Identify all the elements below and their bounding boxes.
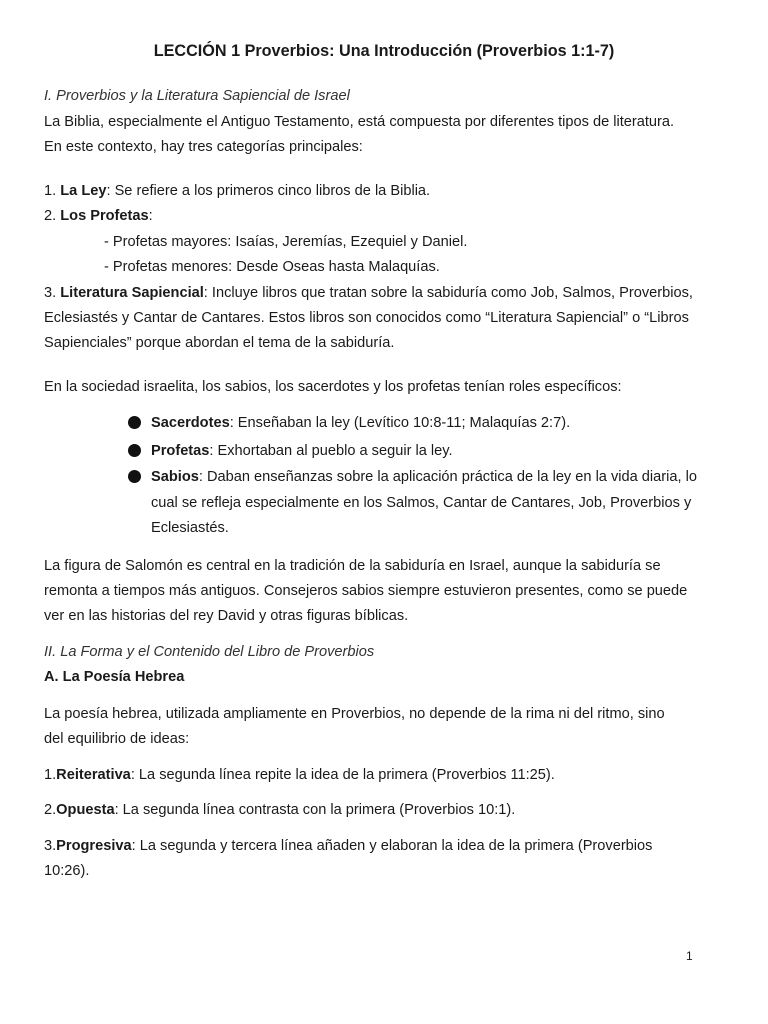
progresiva-cont: 10:26).: [44, 863, 90, 879]
profetas-mayores: - Profetas mayores: Isaías, Jeremías, Ezequiel y Daniel.: [104, 234, 468, 250]
intro-line-2: En este contexto, hay tres categorías principales:: [44, 139, 363, 155]
sabios-cont-2: Eclesiastés.: [151, 520, 229, 536]
section-1-heading: I. Proverbios y la Literatura Sapiencial de Israel: [44, 88, 350, 104]
poesia-intro-1: La poesía hebrea, utilizada ampliamente en Proverbios, no depende de la rima ni del ritmo, sino: [44, 706, 665, 722]
lesson-title: LECCIÓN 1 Proverbios: Una Introducción (Proverbios 1:1-7): [153, 42, 615, 60]
category-label: Literatura Sapiencial: [60, 285, 204, 301]
type-opuesta: 2.Opuesta: La segunda línea contrasta con la primera (Proverbios 10:1).: [44, 802, 516, 818]
sabios-cont-1: cual se refleja especialmente en los Salmos, Cantar de Cantares, Job, Proverbios y: [151, 495, 692, 511]
type-reiterativa: 1.Reiterativa: La segunda línea repite la idea de la primera (Proverbios 11:25).: [44, 767, 555, 783]
page-number: 1: [686, 949, 693, 963]
section-2-heading: II. La Forma y el Contenido del Libro de Proverbios: [44, 644, 375, 660]
role-profetas: Profetas: Exhortaban al pueblo a seguir la ley.: [151, 443, 453, 459]
category-label: La Ley: [60, 183, 107, 199]
solomon-line-3: ver en las historias del rey David y otras figuras bíblicas.: [44, 608, 409, 624]
bullet-icon: [128, 444, 141, 457]
type-progresiva: 3.Progresiva: La segunda y tercera línea añaden y elaboran la idea de la primera (Proverbios: [44, 838, 653, 854]
profetas-menores: - Profetas menores: Desde Oseas hasta Malaquías.: [104, 259, 440, 275]
type-label: Reiterativa: [56, 767, 131, 783]
poesia-intro-2: del equilibrio de ideas:: [44, 731, 190, 747]
roles-intro: En la sociedad israelita, los sabios, los sacerdotes y los profetas tenían roles específicos:: [44, 379, 622, 395]
category-los-profetas: 2. Los Profetas:: [44, 208, 153, 224]
role-sacerdotes: Sacerdotes: Enseñaban la ley (Levítico 10:8-11; Malaquías 2:7).: [151, 415, 571, 431]
solomon-line-1: La figura de Salomón es central en la tradición de la sabiduría en Israel, aunque la sabiduría se: [44, 558, 661, 574]
bullet-icon: [128, 470, 141, 483]
sapiencial-cont-1: Eclesiastés y Cantar de Cantares. Estos libros son conocidos como “Literatura Sapiencial” o “Libros: [44, 310, 689, 326]
category-label: Los Profetas: [60, 208, 149, 224]
type-label: Opuesta: [56, 802, 115, 818]
subheading-poesia-hebrea: A. La Poesía Hebrea: [44, 669, 185, 685]
role-sabios: Sabios: Daban enseñanzas sobre la aplicación práctica de la ley en la vida diaria, lo: [151, 469, 697, 485]
type-label: Progresiva: [56, 838, 132, 854]
intro-line-1: La Biblia, especialmente el Antiguo Testamento, está compuesta por diferentes tipos de literatura.: [44, 114, 675, 130]
sapiencial-cont-2: Sapienciales” porque abordan el tema de la sabiduría.: [44, 335, 395, 351]
category-literatura-sapiencial: 3. Literatura Sapiencial: Incluye libros que tratan sobre la sabiduría como Job, Salmos, Proverbios,: [44, 285, 693, 301]
bullet-icon: [128, 416, 141, 429]
role-label: Sacerdotes: [151, 415, 230, 431]
role-label: Profetas: [151, 443, 210, 459]
solomon-line-2: remonta a tiempos más antiguos. Consejeros sabios siempre estuvieron presentes, como se puede: [44, 583, 688, 599]
role-label: Sabios: [151, 469, 199, 485]
category-la-ley: 1. La Ley: Se refiere a los primeros cinco libros de la Biblia.: [44, 183, 431, 199]
